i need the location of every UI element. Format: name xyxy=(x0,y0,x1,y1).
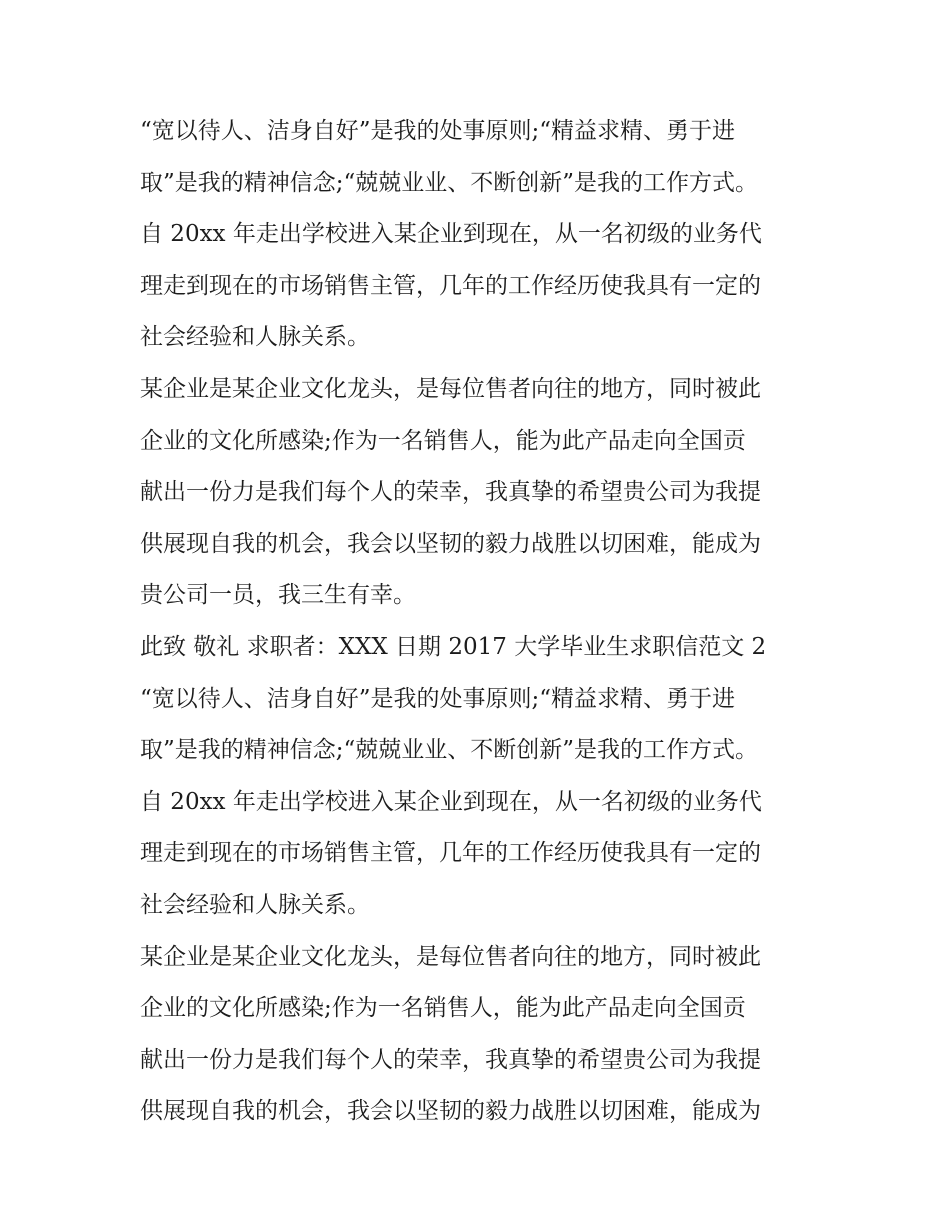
text-line-11: 此致 敬礼 求职者：XXX 日期 2017 大学毕业生求职信范文 2 xyxy=(140,633,767,660)
text-line-18: 企业的文化所感染;作为一名销售人，能为此产品走向全国贡 xyxy=(140,995,746,1022)
text-line-15: 理走到现在的市场销售主管，几年的工作经历使我具有一定的 xyxy=(140,840,761,867)
text-line-13: 取”是我的精神信念;“兢兢业业、不断创新”是我的工作方式。 xyxy=(140,737,759,764)
document-body xyxy=(140,106,820,1138)
text-line-2: 取”是我的精神信念;“兢兢业业、不断创新”是我的工作方式。 xyxy=(140,169,759,196)
text-line-8: 献出一份力是我们每个人的荣幸，我真挚的希望贵公司为我提 xyxy=(140,479,761,506)
text-line-9: 供展现自我的机会，我会以坚韧的毅力战胜以切困难，能成为 xyxy=(140,530,761,557)
text-line-1: “宽以待人、洁身自好”是我的处事原则;“精益求精、勇于进 xyxy=(140,118,736,144)
text-line-19: 献出一份力是我们每个人的荣幸，我真挚的希望贵公司为我提 xyxy=(140,1046,761,1073)
text-line-17: 某企业是某企业文化龙头，是每位售者向往的地方，同时被此 xyxy=(140,943,761,970)
text-line-3: 自 20xx 年走出学校进入某企业到现在，从一名初级的业务代 xyxy=(140,221,762,248)
text-line-5: 社会经验和人脉关系。 xyxy=(140,324,370,351)
text-line-4: 理走到现在的市场销售主管，几年的工作经历使我具有一定的 xyxy=(140,272,761,299)
text-line-12: “宽以待人、洁身自好”是我的处事原则;“精益求精、勇于进 xyxy=(140,685,736,712)
text-line-10: 贵公司一员，我三生有幸。 xyxy=(140,582,416,609)
text-line-20: 供展现自我的机会，我会以坚韧的毅力战胜以切困难，能成为 xyxy=(140,1098,761,1125)
text-line-14: 自 20xx 年走出学校进入某企业到现在，从一名初级的业务代 xyxy=(140,788,762,815)
text-line-16: 社会经验和人脉关系。 xyxy=(140,891,370,918)
text-line-7: 企业的文化所感染;作为一名销售人，能为此产品走向全国贡 xyxy=(140,427,746,454)
text-line-6: 某企业是某企业文化龙头，是每位售者向往的地方，同时被此 xyxy=(140,375,761,402)
